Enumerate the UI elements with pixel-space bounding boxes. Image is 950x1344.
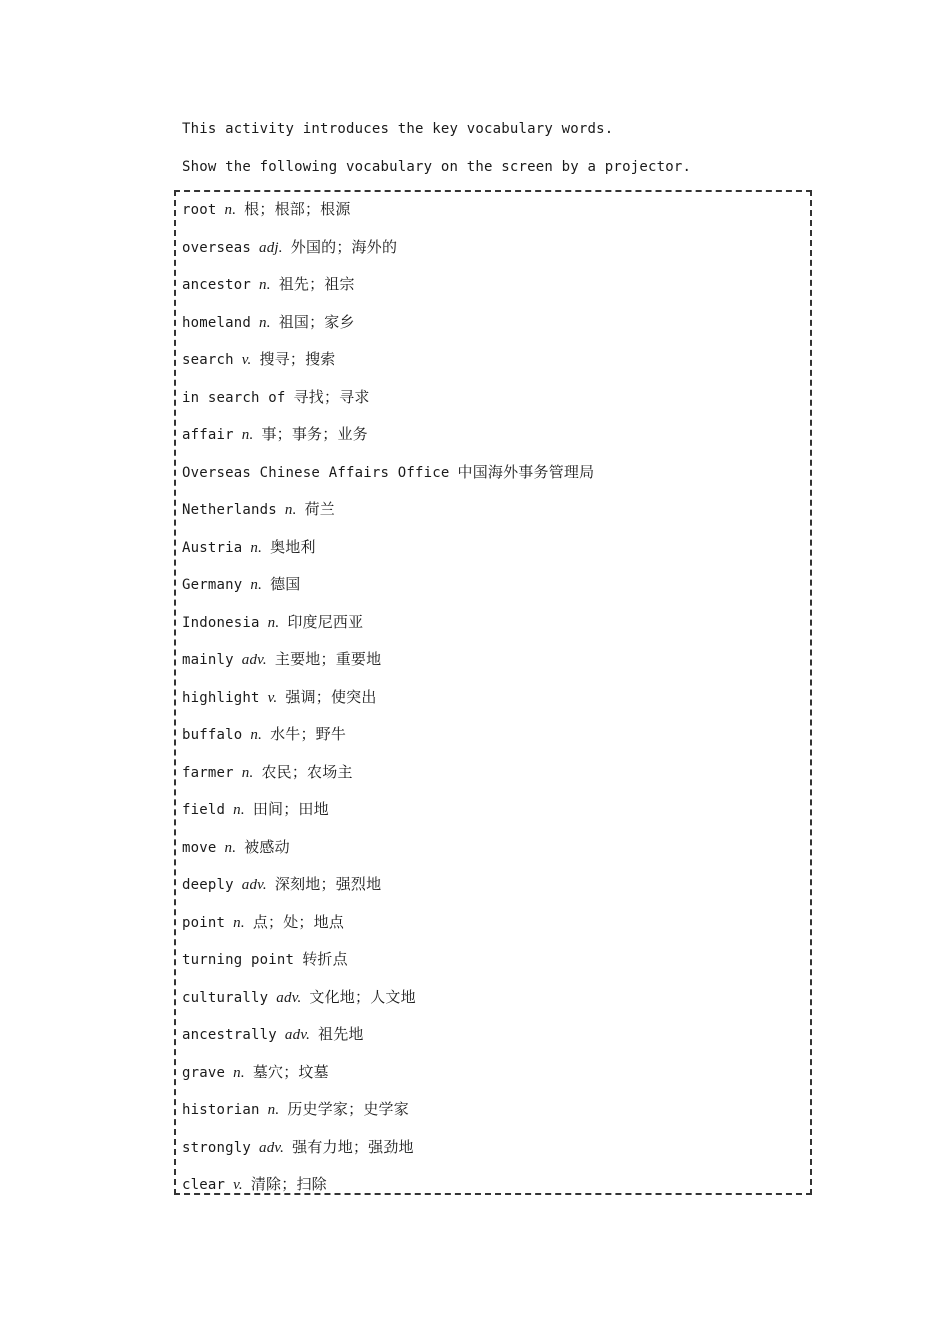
vocabulary-meaning: 寻找；寻求 — [293, 387, 370, 406]
vocabulary-item — [182, 1174, 594, 1212]
vocabulary-item — [182, 912, 594, 950]
vocabulary-item — [182, 462, 594, 500]
vocabulary-item — [182, 949, 594, 987]
vocabulary-list — [182, 199, 594, 1212]
vocabulary-meaning: 田间；田地 — [252, 800, 329, 818]
vocabulary-item — [182, 537, 594, 575]
vocabulary-word: search — [182, 352, 234, 368]
vocabulary-box — [174, 190, 812, 1195]
part-of-speech: n. — [224, 202, 237, 218]
vocabulary-meaning: 转折点 — [302, 950, 348, 968]
intro-line-2: Show the following vocabulary on the screen by a projector. — [182, 159, 692, 175]
part-of-speech: n. — [241, 764, 254, 781]
vocabulary-meaning: 德国 — [270, 575, 301, 593]
part-of-speech: n. — [250, 727, 263, 743]
vocabulary-meaning: 根；根部；根源 — [244, 200, 351, 218]
vocabulary-word: clear — [182, 1177, 226, 1193]
intro-line-1: This activity introduces the key vocabulary words. — [182, 121, 614, 137]
vocabulary-meaning: 荷兰 — [304, 500, 335, 518]
vocabulary-meaning: 文化地；人文地 — [309, 987, 416, 1006]
vocabulary-meaning: 奥地利 — [270, 537, 316, 556]
part-of-speech: v. — [267, 689, 278, 706]
vocabulary-item — [182, 874, 594, 912]
vocabulary-item — [182, 987, 594, 1025]
vocabulary-word: culturally — [182, 989, 269, 1006]
vocabulary-word: Netherlands — [182, 502, 277, 518]
vocabulary-item — [182, 612, 594, 650]
vocabulary-item — [182, 312, 594, 350]
vocabulary-meaning: 农民；农场主 — [261, 762, 353, 781]
vocabulary-item — [182, 837, 594, 875]
vocabulary-item — [182, 1024, 594, 1062]
vocabulary-word: affair — [182, 427, 234, 443]
vocabulary-item — [182, 574, 594, 612]
vocabulary-meaning: 强有力地；强劲地 — [292, 1137, 414, 1156]
part-of-speech: n. — [267, 1102, 280, 1118]
vocabulary-meaning: 清除；扫除 — [250, 1175, 327, 1193]
part-of-speech: n. — [267, 614, 280, 631]
vocabulary-item — [182, 799, 594, 837]
vocabulary-meaning: 墓穴；坟墓 — [252, 1062, 329, 1081]
part-of-speech: adv. — [276, 989, 302, 1006]
part-of-speech: v. — [241, 352, 252, 368]
part-of-speech: adv. — [241, 877, 267, 893]
part-of-speech: n. — [259, 277, 271, 293]
vocabulary-item — [182, 724, 594, 762]
part-of-speech: n. — [250, 577, 263, 593]
vocabulary-word: Germany — [182, 577, 243, 593]
vocabulary-word: Overseas Chinese Affairs Office — [182, 464, 450, 481]
vocabulary-word: strongly — [182, 1139, 252, 1156]
vocabulary-meaning: 中国海外事务管理局 — [457, 462, 595, 481]
part-of-speech: adv. — [259, 1139, 285, 1156]
vocabulary-word: grave — [182, 1064, 226, 1081]
vocabulary-meaning: 主要地；重要地 — [274, 650, 382, 668]
vocabulary-meaning: 祖先地 — [318, 1025, 364, 1043]
vocabulary-word: move — [182, 839, 217, 856]
vocabulary-word: highlight — [182, 689, 260, 706]
part-of-speech: adv. — [241, 652, 267, 668]
vocabulary-meaning: 强调；使突出 — [285, 687, 377, 706]
part-of-speech: n. — [233, 914, 245, 931]
vocabulary-meaning: 点；处；地点 — [252, 912, 345, 931]
vocabulary-item — [182, 274, 594, 312]
vocabulary-meaning: 祖国；家乡 — [278, 312, 355, 331]
part-of-speech: adj. — [259, 239, 283, 256]
part-of-speech: n. — [241, 427, 254, 443]
part-of-speech: v. — [233, 1177, 243, 1193]
vocabulary-meaning: 深刻地；强烈地 — [274, 875, 382, 893]
vocabulary-word: in search of — [182, 389, 286, 406]
vocabulary-word: mainly — [182, 652, 234, 668]
vocabulary-meaning: 搜寻；搜索 — [259, 350, 336, 368]
vocabulary-word: deeply — [182, 877, 234, 893]
vocabulary-word: point — [182, 914, 226, 931]
part-of-speech: n. — [250, 539, 263, 556]
vocabulary-word: Indonesia — [182, 614, 260, 631]
vocabulary-item — [182, 1062, 594, 1100]
vocabulary-item — [182, 237, 594, 275]
vocabulary-word: Austria — [182, 539, 243, 556]
vocabulary-meaning: 事；事务；业务 — [261, 425, 368, 443]
vocabulary-meaning: 祖先；祖宗 — [278, 275, 355, 293]
part-of-speech: adv. — [284, 1027, 311, 1043]
vocabulary-item — [182, 349, 594, 387]
vocabulary-word: overseas — [182, 239, 252, 256]
part-of-speech: n. — [233, 802, 245, 818]
vocabulary-word: field — [182, 802, 226, 818]
vocabulary-meaning: 历史学家；史学家 — [287, 1100, 409, 1118]
part-of-speech: n. — [233, 1064, 245, 1081]
vocabulary-item — [182, 1137, 594, 1175]
vocabulary-word: turning point — [182, 952, 295, 968]
vocabulary-item — [182, 687, 594, 725]
vocabulary-word: farmer — [182, 764, 234, 781]
part-of-speech: n. — [224, 839, 237, 856]
vocabulary-item — [182, 499, 594, 537]
vocabulary-meaning: 印度尼西亚 — [287, 612, 364, 631]
vocabulary-word: root — [182, 202, 217, 218]
vocabulary-word: historian — [182, 1102, 260, 1118]
vocabulary-meaning: 水牛；野牛 — [270, 725, 347, 743]
vocabulary-item — [182, 199, 594, 237]
part-of-speech: n. — [259, 314, 271, 331]
vocabulary-meaning: 被感动 — [244, 837, 290, 856]
vocabulary-item — [182, 762, 594, 800]
vocabulary-item — [182, 424, 594, 462]
vocabulary-meaning: 外国的；海外的 — [290, 237, 398, 256]
vocabulary-word: homeland — [182, 314, 252, 331]
part-of-speech: n. — [284, 502, 297, 518]
vocabulary-word: ancestrally — [182, 1027, 277, 1043]
vocabulary-word: ancestor — [182, 277, 252, 293]
vocabulary-item — [182, 649, 594, 687]
vocabulary-item — [182, 1099, 594, 1137]
vocabulary-item — [182, 387, 594, 425]
vocabulary-word: buffalo — [182, 727, 243, 743]
